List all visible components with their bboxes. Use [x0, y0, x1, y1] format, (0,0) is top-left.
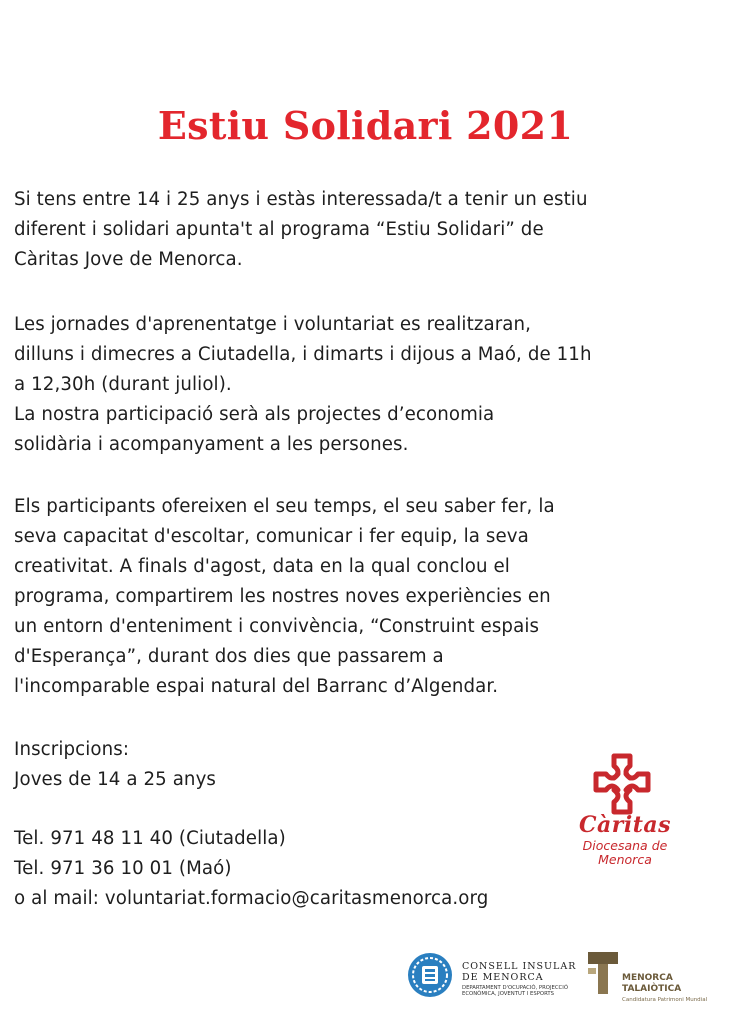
text-line: programa, compartirem les nostres noves experiències en — [14, 586, 551, 607]
text-line: un entorn d'enteniment i convivència, “Construint espais — [14, 616, 540, 637]
phone-ciutadella: Tel. 971 48 11 40 (Ciutadella) — [14, 828, 286, 849]
consell-insular-logo — [407, 952, 577, 1002]
text-line: dilluns i dimecres a Ciutadella, i dimarts i dijous a Maó, de 11h — [14, 344, 592, 365]
text-line: creativitat. A finals d'agost, data en la qual conclou el — [14, 556, 510, 577]
consell-name-line1: CONSELL INSULAR — [462, 961, 577, 972]
text-line: Els participants ofereixen el seu temps, el seu saber fer, la — [14, 496, 555, 517]
text-line: a 12,30h (durant juliol). — [14, 374, 232, 395]
text-line: Inscripcions: — [14, 739, 130, 760]
email-line: o al mail: voluntariat.formacio@caritasmenorca.org — [14, 888, 489, 909]
text-line: La nostra participació serà als projectes d’economia — [14, 404, 495, 425]
caritas-logo — [565, 752, 685, 872]
talaiotica-tagline: Candidatura Patrimoni Mundial — [622, 997, 708, 1003]
text-line: diferent i solidari apunta't al programa “Estiu Solidari” de — [14, 219, 544, 240]
text-line: Si tens entre 14 i 25 anys i estàs interessada/t a tenir un estiu — [14, 189, 588, 210]
text-line: Les jornades d'aprenentatge i voluntariat es realitzaran, — [14, 314, 532, 335]
consell-name-line2: DE MENORCA — [462, 972, 544, 983]
participants-paragraph — [14, 492, 714, 702]
phone-mao: Tel. 971 36 10 01 (Maó) — [14, 858, 232, 879]
consell-department: DEPARTAMENT D'OCUPACIÓ, PROJECCIÓ ECONÒMICA, JOVENTUT I ESPORTS — [462, 985, 568, 998]
taula-monument-icon — [586, 950, 620, 996]
caritas-cross-icon — [592, 752, 652, 816]
text-line: solidària i acompanyament a les persones. — [14, 434, 409, 455]
text-line: l'incomparable espai natural del Barranc d’Algendar. — [14, 676, 499, 697]
menorca-talaiotica-logo — [586, 950, 706, 1010]
text-line: d'Esperança”, durant dos dies que passarem a — [14, 646, 444, 667]
consell-seal-icon — [407, 952, 453, 998]
talaiotica-line2: TALAIÒTICA — [622, 984, 682, 994]
caritas-subtitle: Diocesana de — [582, 838, 668, 853]
text-line: Càritas Jove de Menorca. — [14, 249, 243, 270]
intro-paragraph — [14, 185, 714, 275]
page-title: Estiu Solidari 2021 — [157, 103, 574, 148]
caritas-subtitle: Menorca — [598, 852, 652, 867]
text-line: Joves de 14 a 25 anys — [14, 769, 217, 790]
talaiotica-line1: MENORCA — [622, 973, 673, 983]
schedule-paragraph — [14, 310, 714, 460]
caritas-name: Càritas — [578, 812, 671, 838]
text-line: seva capacitat d'escoltar, comunicar i fer equip, la seva — [14, 526, 529, 547]
